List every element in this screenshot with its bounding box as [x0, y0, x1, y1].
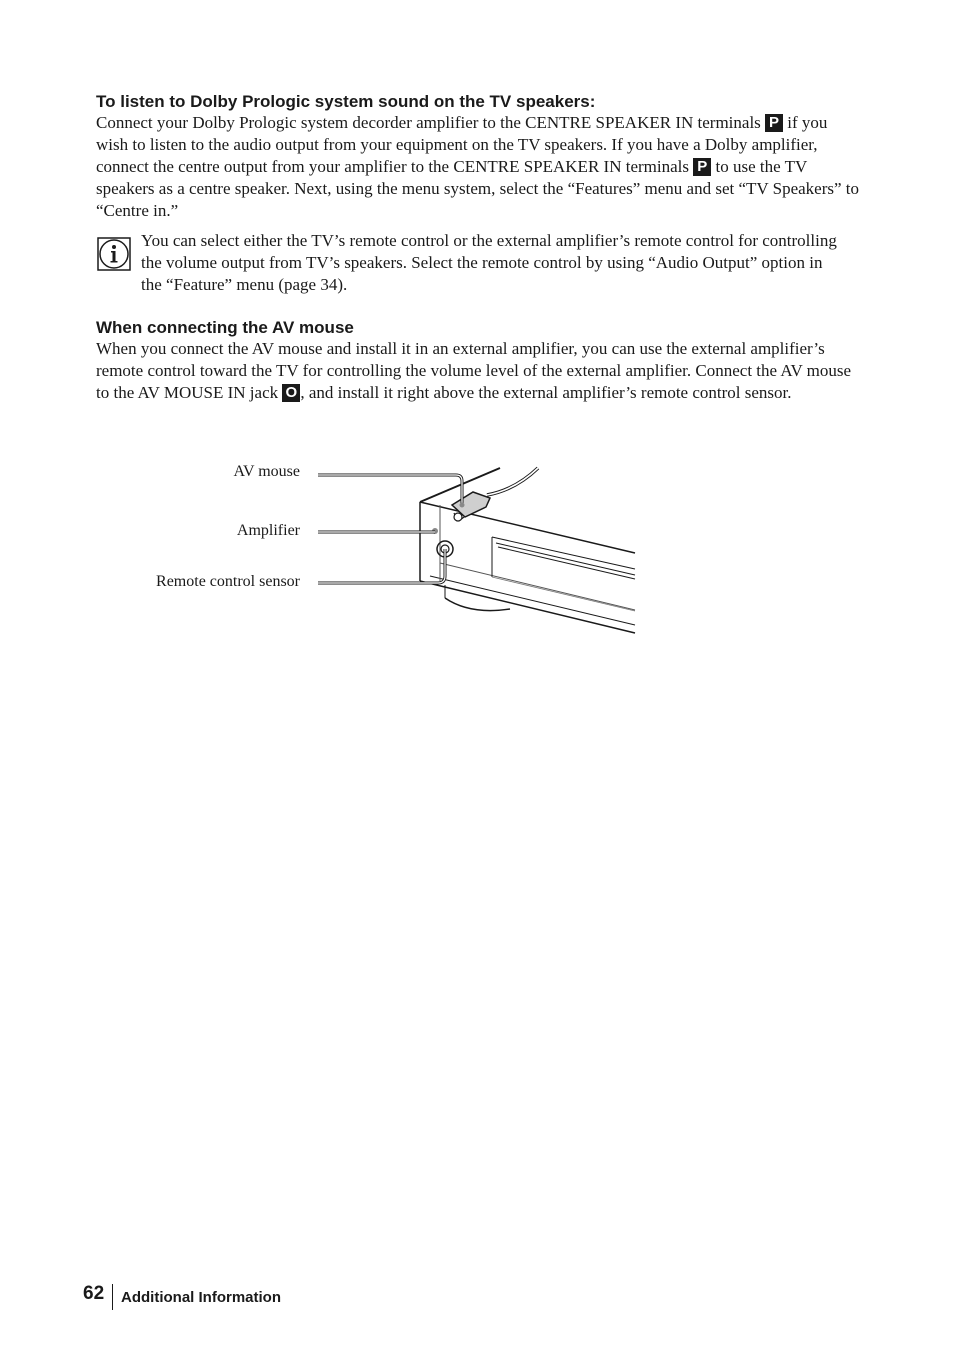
paragraph-text: , and install it right above the external amplifier’s remote control sensor.	[300, 383, 792, 402]
jack-tag-o: O	[282, 384, 300, 402]
page-number: 62	[83, 1283, 105, 1304]
label-amplifier: Amplifier	[236, 522, 300, 539]
av-mouse-figure	[140, 455, 640, 650]
label-av-mouse: AV mouse	[233, 463, 300, 480]
footer-section-title: Additional Information	[121, 1289, 281, 1306]
info-icon	[97, 237, 131, 271]
amplifier-illustration	[140, 455, 640, 650]
paragraph-text: to use the TV speakers as a centre speaker. Next, using the menu system, select the “Features” menu and set “TV Speakers” to “Centre in.”	[96, 157, 860, 220]
footer-divider	[112, 1284, 113, 1310]
paragraph-dolby	[96, 112, 860, 222]
section-heading-dolby: To listen to Dolby Prologic system sound on the TV speakers:	[96, 92, 596, 111]
terminal-tag-p: P	[765, 114, 783, 132]
paragraph-av-mouse	[96, 338, 860, 404]
terminal-tag-p: P	[693, 158, 711, 176]
paragraph-text: if you wish to listen to the audio output from your equipment on the TV speakers. If you have a Dolby amplifier, connect the centre output from your amplifier to the CENTRE SPEAKER IN terminals	[96, 113, 828, 176]
paragraph-text: Connect your Dolby Prologic system decorder amplifier to the CENTRE SPEAKER IN terminals	[96, 113, 766, 132]
section-heading-av-mouse: When connecting the AV mouse	[96, 318, 354, 337]
paragraph-text: When you connect the AV mouse and install it in an external amplifier, you can use the external amplifier’s remote control toward the TV for controlling the volume level of the external amplifier. Connect the AV mouse to the AV MOUSE IN jack	[96, 339, 852, 402]
label-remote-sensor: Remote control sensor	[156, 573, 300, 590]
note-text: You can select either the TV’s remote control or the external amplifier’s remote control for controlling the volume output from TV’s speakers. Select the remote control by using “Audio Output” option in the “Feature” menu (page 34).	[141, 231, 837, 294]
